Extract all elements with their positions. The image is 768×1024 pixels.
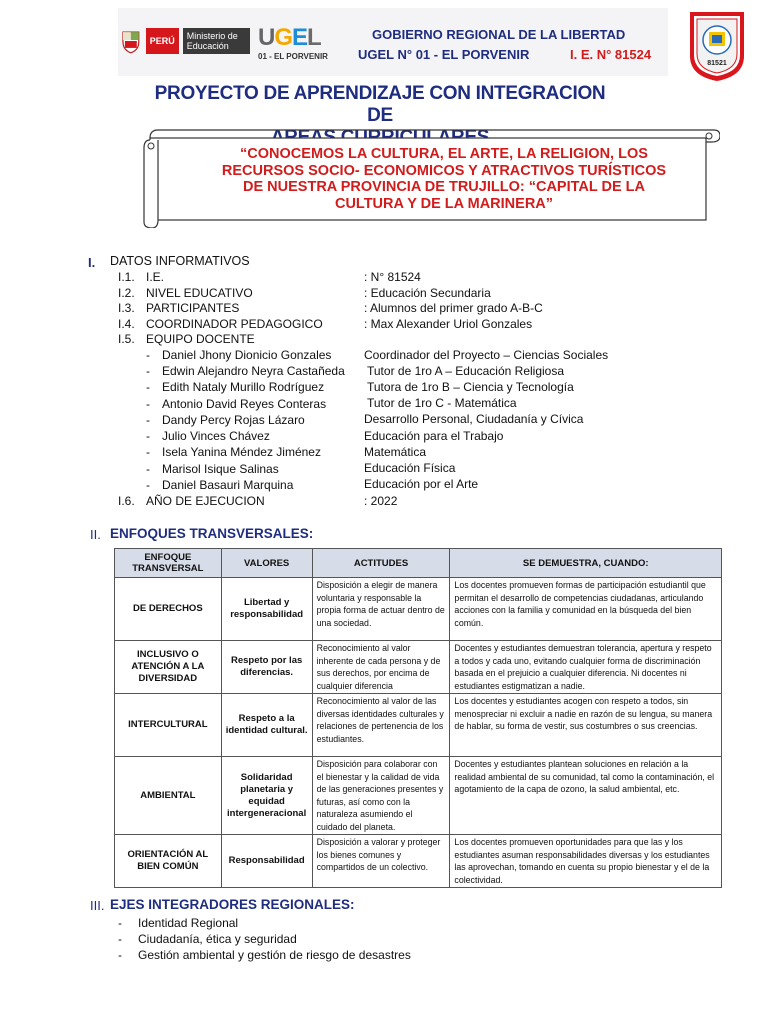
ejes-list (118, 915, 411, 963)
ministry-label: Ministerio de Educación (183, 28, 250, 54)
docente-dash: - (146, 348, 150, 362)
ugel-logo-word: UGEL (258, 24, 321, 51)
enfoques-table (114, 548, 722, 888)
table-row (115, 641, 722, 694)
cell-valores: Respeto por las diferencias. (221, 641, 312, 694)
item-1-num: I.1. (118, 270, 135, 284)
section-2-number: II. (90, 527, 101, 542)
banner-line-3: DE NUESTRA PROVINCIA DE TRUJILLO: “CAPITAL DE LA (243, 179, 645, 195)
minedu-logo (120, 24, 250, 58)
item-3-label: PARTICIPANTES (146, 301, 240, 315)
docente-role: Desarrollo Personal, Ciudadanía y Cívica (364, 412, 584, 426)
list-item: - Gestión ambiental y gestión de riesgo de desastres (118, 947, 411, 963)
docente-role: Matemática (364, 445, 427, 459)
cell-valores: Respeto a la identidad cultural. (221, 694, 312, 757)
ugel-logo-subtitle: 01 - EL PORVENIR (258, 52, 328, 61)
item-6-num: I.6. (118, 494, 135, 508)
docente-dash: - (146, 445, 150, 459)
docente-dash: - (146, 429, 150, 443)
item-3-value: : Alumnos del primer grado A-B-C (364, 301, 543, 315)
docente-role: Educación por el Arte (364, 477, 479, 491)
docente-name: Edwin Alejandro Neyra Castañeda (162, 364, 345, 378)
cell-demuestra: Los docentes promueven oportunidades para que las y los estudiantes asuman responsabilidades diversas y los estudiantes las aprovechan, tomando en cuenta su propio bienestar y el de la colectividad. (450, 835, 722, 888)
section-2-title: ENFOQUES TRANSVERSALES: (110, 526, 314, 541)
cell-enfoque: INTERCULTURAL (115, 694, 222, 757)
school-shield-icon (688, 10, 746, 82)
docente-name: Daniel Basauri Marquina (162, 478, 294, 492)
table-row (115, 578, 722, 641)
item-1-value: : N° 81524 (364, 270, 421, 284)
table-row (115, 694, 722, 757)
header-demuestra: SE DEMUESTRA, CUANDO: (450, 549, 722, 578)
cell-demuestra: Docentes y estudiantes plantean soluciones en relación a la realidad ambiental de su comunidad, tal como la contaminación, el agotamiento de la capa de ozono, la salud ambiental, etc. (450, 757, 722, 835)
cell-actitudes: Reconocimiento al valor de las diversas identidades culturales y relaciones de pertenencia de los estudiantes. (312, 694, 450, 757)
peru-coat-of-arms-icon (120, 28, 142, 54)
title-line-1: PROYECTO DE APRENDIZAJE CON INTEGRACION DE (154, 83, 606, 126)
docente-name: Julio Vinces Chávez (162, 429, 270, 443)
cell-valores: Solidaridad planetaria y equidad intergeneracional (221, 757, 312, 835)
item-5-num: I.5. (118, 332, 135, 346)
docente-role: Educación Física (364, 461, 456, 475)
docente-role: Tutor de 1ro A – Educación Religiosa (367, 364, 565, 378)
section-3-title: EJES INTEGRADORES REGIONALES: (110, 897, 355, 912)
cell-enfoque: DE DERECHOS (115, 578, 222, 641)
docente-role: Tutora de 1ro B – Ciencia y Tecnología (367, 380, 574, 394)
docente-role: Educación para el Trabajo (364, 429, 504, 443)
cell-actitudes: Disposición para colaborar con el bienestar y la calidad de vida de las generaciones presentes y futuras, así como con la naturaleza asumiendo el cuidado del planeta. (312, 757, 450, 835)
cell-actitudes: Disposición a valorar y proteger los bienes comunes y compartidos de un colectivo. (312, 835, 450, 888)
cell-enfoque: ORIENTACIÓN AL BIEN COMÚN (115, 835, 222, 888)
header-enfoque: ENFOQUE TRANSVERSAL (115, 549, 222, 578)
project-title-banner (204, 146, 684, 212)
cell-demuestra: Los docentes promueven formas de participación estudiantil que permitan el desarrollo de competencias ciudadanas, articulando acciones con la familia y comunidad en la búsqueda del bien común. (450, 578, 722, 641)
table-header-row (115, 549, 722, 578)
cell-valores: Libertad y responsabilidad (221, 578, 312, 641)
peru-label: PERÚ (146, 28, 179, 54)
school-shield-number: 81521 (707, 60, 727, 67)
item-2-label: NIVEL EDUCATIVO (146, 286, 253, 300)
item-4-num: I.4. (118, 317, 135, 331)
cell-valores: Responsabilidad (221, 835, 312, 888)
docente-dash: - (146, 364, 150, 378)
table-row (115, 835, 722, 888)
header-valores: VALORES (221, 549, 312, 578)
cell-actitudes: Reconocimiento al valor inherente de cada persona y de sus derechos, por encima de cualquier diferencia (312, 641, 450, 694)
docente-name: Daniel Jhony Dionicio Gonzales (162, 348, 332, 362)
item-4-value: : Max Alexander Uriol Gonzales (364, 317, 533, 331)
cell-enfoque: INCLUSIVO O ATENCIÓN A LA DIVERSIDAD (115, 641, 222, 694)
header-gobierno: GOBIERNO REGIONAL DE LA LIBERTAD (372, 27, 626, 42)
docente-role: Coordinador del Proyecto – Ciencias Sociales (364, 348, 609, 362)
section-3-number: III. (90, 898, 105, 913)
item-2-num: I.2. (118, 286, 135, 300)
section-1-title: DATOS INFORMATIVOS (110, 254, 250, 268)
banner-line-2: RECURSOS SOCIO- ECONOMICOS Y ATRACTIVOS TURÍSTICOS (221, 162, 667, 179)
docente-name: Dandy Percy Rojas Lázaro (162, 413, 305, 427)
item-1-label: I.E. (146, 270, 165, 284)
header-ie: I. E. N° 81524 (570, 47, 652, 62)
docente-dash: - (146, 380, 150, 394)
docente-name: Marisol Isique Salinas (162, 462, 279, 476)
item-5-label: EQUIPO DOCENTE (146, 332, 255, 346)
docente-name: Antonio David Reyes Conteras (162, 397, 327, 411)
banner-line-1: “CONOCEMOS LA CULTURA, EL ARTE, LA RELIGION, LOS (240, 146, 648, 162)
item-4-label: COORDINADOR PEDAGOGICO (146, 317, 323, 331)
ugel-logo (258, 26, 338, 66)
list-item: - Identidad Regional (118, 915, 411, 931)
table-row (115, 757, 722, 835)
header-actitudes: ACTITUDES (312, 549, 450, 578)
docente-name: Isela Yanina Méndez Jiménez (162, 445, 321, 459)
cell-enfoque: AMBIENTAL (115, 757, 222, 835)
header-ugel: UGEL N° 01 - EL PORVENIR (358, 47, 530, 62)
docente-name: Edith Nataly Murillo Rodríguez (162, 380, 325, 394)
cell-demuestra: Los docentes y estudiantes acogen con respeto a todos, sin menospreciar ni excluir a nadie en razón de su lengua, su manera de hablar, su forma de vestir, sus costumbres o sus creencias. (450, 694, 722, 757)
item-3-num: I.3. (118, 301, 135, 315)
docente-role: Tutor de 1ro C - Matemática (367, 396, 517, 410)
cell-actitudes: Disposición a elegir de manera voluntaria y responsable la propia forma de actuar dentro de una sociedad. (312, 578, 450, 641)
list-item: - Ciudadanía, ética y seguridad (118, 931, 411, 947)
section-1-number: I. (88, 255, 96, 270)
cell-demuestra: Docentes y estudiantes demuestran tolerancia, apertura y respeto a todos y cada uno, evitando cualquier forma de discriminación basada en el prejuicio a cualquier diferencia. Ni docentes ni estudiantes estigmatizan a nadie. (450, 641, 722, 694)
banner-line-4: CULTURA Y DE LA MARINERA” (334, 195, 554, 212)
docente-dash: - (146, 397, 150, 411)
docente-dash: - (146, 478, 150, 492)
docente-dash: - (146, 462, 150, 476)
docente-dash: - (146, 413, 150, 427)
item-6-value: : 2022 (364, 494, 398, 508)
item-2-value: : Educación Secundaria (364, 286, 491, 300)
item-6-label: AÑO DE EJECUCION (146, 494, 265, 508)
